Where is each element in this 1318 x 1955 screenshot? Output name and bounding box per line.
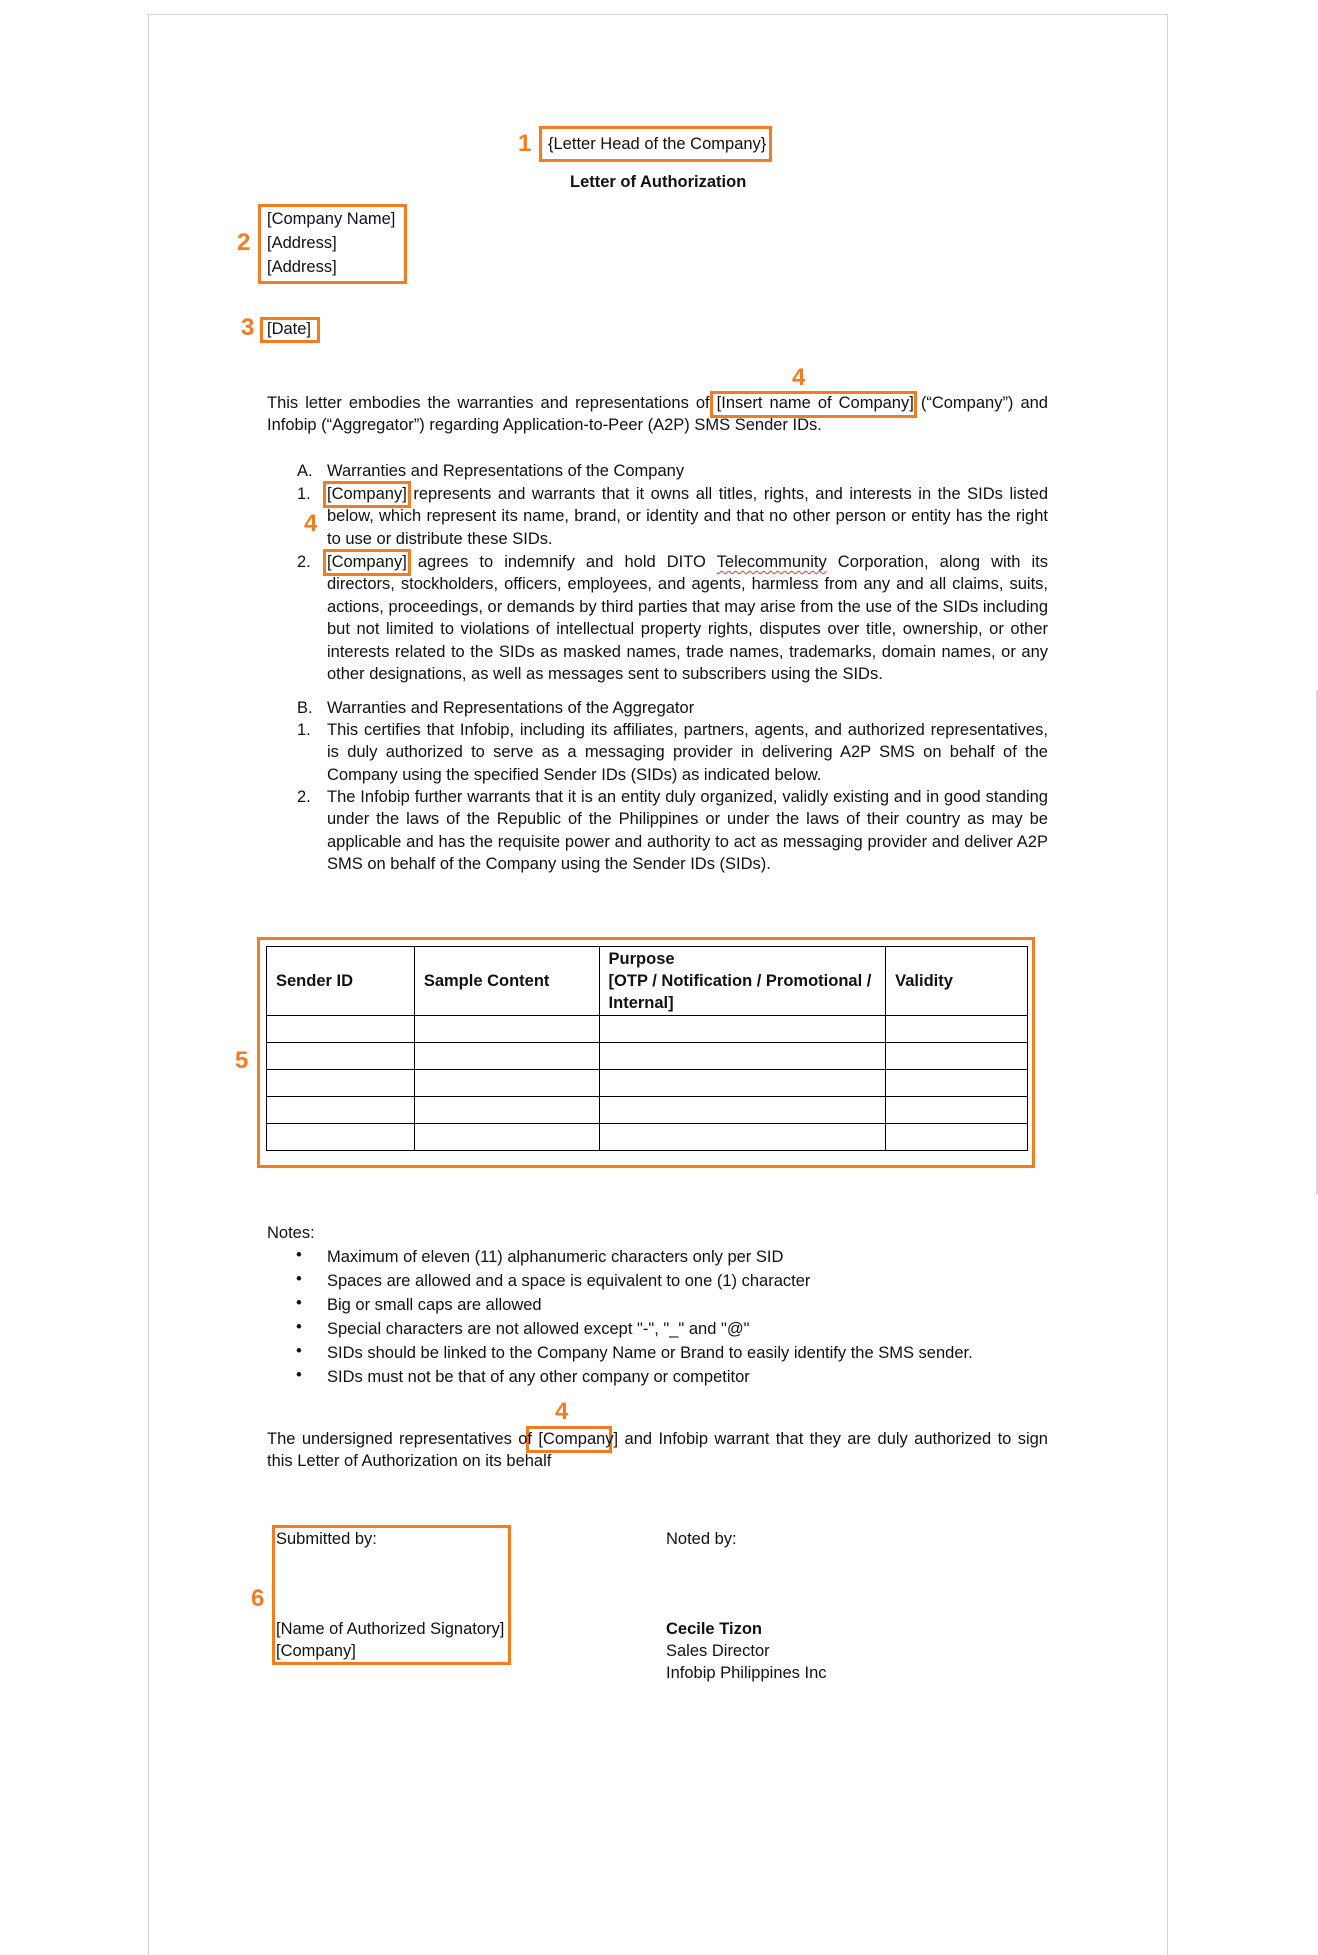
table-cell[interactable] (267, 1124, 415, 1151)
noted-by-company: Infobip Philippines Inc (666, 1664, 827, 1682)
table-cell[interactable] (267, 1043, 415, 1070)
header-sender-id: Sender ID (267, 947, 415, 1016)
bullet-icon: • (296, 1246, 302, 1264)
submitted-by-label: Submitted by: (276, 1530, 377, 1548)
bullet-icon: • (296, 1318, 302, 1336)
company-placeholder: [Company] (327, 485, 407, 503)
signatory-name-placeholder: [Name of Authorized Signatory] (276, 1620, 505, 1638)
table-cell[interactable] (599, 1097, 886, 1124)
section-b-marker: B. (297, 699, 313, 717)
noted-by-label: Noted by: (666, 1530, 737, 1548)
section-b-item-2-marker: 2. (297, 788, 311, 806)
table-cell[interactable] (886, 1097, 1028, 1124)
table-cell[interactable] (414, 1016, 599, 1043)
section-a-item-2-marker: 2. (297, 553, 311, 571)
sender-id-table (266, 946, 1028, 1151)
bullet-icon: • (296, 1342, 302, 1360)
company-placeholder: [Company] (327, 553, 407, 571)
annotation-number-3: 3 (241, 314, 255, 341)
spellcheck-word: Telecommunity (716, 553, 827, 571)
bullet-icon: • (296, 1294, 302, 1312)
closing-paragraph: The undersigned representatives of [Company] and Infobip warrant that they are duly authorized to sign this Letter of Authorization on its behalf (267, 1430, 1048, 1471)
list-item: Maximum of eleven (11) alphanumeric characters only per SID (327, 1248, 784, 1266)
annotation-number-4: 4 (555, 1398, 569, 1425)
table-cell[interactable] (414, 1070, 599, 1097)
table-cell[interactable] (267, 1070, 415, 1097)
table-cell[interactable] (414, 1097, 599, 1124)
section-b-item-1-marker: 1. (297, 721, 311, 739)
date-placeholder: [Date] (267, 320, 312, 338)
list-item: Spaces are allowed and a space is equivalent to one (1) character (327, 1272, 811, 1290)
table-cell[interactable] (267, 1016, 415, 1043)
table-row (267, 1016, 1028, 1043)
list-item: SIDs should be linked to the Company Name or Brand to easily identify the SMS sender. (327, 1344, 973, 1362)
table-row (267, 1124, 1028, 1151)
table-cell[interactable] (886, 1043, 1028, 1070)
section-b-heading: Warranties and Representations of the Aggregator (327, 699, 695, 717)
table-row (267, 1097, 1028, 1124)
insert-company-placeholder: [Insert name of Company] (716, 394, 914, 412)
section-a-item-1: [Company] represents and warrants that it owns all titles, rights, and interests in the SIDs listed below, which represent its name, brand, or identity and that no other person or entity has the right to use or distribute these SIDs. (327, 485, 1048, 548)
table-cell[interactable] (886, 1124, 1028, 1151)
list-item: SIDs must not be that of any other company or competitor (327, 1368, 750, 1386)
table-row (267, 1043, 1028, 1070)
table-header-row (267, 947, 1028, 1016)
header-validity: Validity (886, 947, 1028, 1016)
header-sample-content: Sample Content (414, 947, 599, 1016)
table-cell[interactable] (599, 1016, 886, 1043)
section-b-item-1: This certifies that Infobip, including its affiliates, partners, agents, and authorized representatives, is duly authorized to serve as a messaging provider in delivering A2P SMS on behalf of the Company using the specified Sender IDs (SIDs) as indicated below. (327, 721, 1048, 784)
table-cell[interactable] (886, 1016, 1028, 1043)
list-item: Big or small caps are allowed (327, 1296, 542, 1314)
signatory-company-placeholder: [Company] (276, 1642, 356, 1660)
section-a-item-2: [Company] agrees to indemnify and hold DITO Telecommunity Corporation, along with its directors, stockholders, officers, employees, and agents, harmless from any and all claims, suits, actions, proceedings, or demands by third parties that may arise from the use of the SIDs including but not limited to violations of intellectual property rights, disputes over title, ownership, or other interests related to the SIDs as masked names, trade names, trademarks, domain names, or any other designations, as well as messages sent to subscribers using the SIDs. (327, 553, 1048, 684)
table-cell[interactable] (886, 1070, 1028, 1097)
annotation-number-5: 5 (235, 1047, 249, 1074)
noted-by-title: Sales Director (666, 1642, 770, 1660)
company-name-placeholder: [Company Name] (267, 210, 396, 228)
annotation-number-1: 1 (518, 130, 532, 157)
table-cell[interactable] (414, 1043, 599, 1070)
bullet-icon: • (296, 1366, 302, 1384)
table-cell[interactable] (414, 1124, 599, 1151)
address-line-2: [Address] (267, 258, 337, 276)
table-cell[interactable] (599, 1043, 886, 1070)
section-a-item-1-marker: 1. (297, 485, 311, 503)
list-item: Special characters are not allowed except "-", "_" and "@" (327, 1320, 750, 1338)
header-purpose: Purpose [OTP / Notification / Promotional / Internal] (599, 947, 886, 1016)
table-cell[interactable] (267, 1097, 415, 1124)
notes-label: Notes: (267, 1224, 315, 1242)
letterhead-placeholder: {Letter Head of the Company} (548, 135, 767, 153)
section-b-item-2: The Infobip further warrants that it is an entity duly organized, validly existing and in good standing under the laws of the Republic of the Philippines or under the laws of their country as may be applicable and has the requisite power and authority to act as messaging provider and deliver A2P SMS on behalf of the Company using the Sender IDs (SIDs). (327, 788, 1048, 874)
section-a-heading: Warranties and Representations of the Company (327, 462, 685, 480)
bullet-icon: • (296, 1270, 302, 1288)
noted-by-name: Cecile Tizon (666, 1620, 762, 1638)
annotation-number-6: 6 (251, 1585, 265, 1612)
annotation-number-4: 4 (304, 510, 318, 537)
table-row (267, 1070, 1028, 1097)
intro-paragraph: This letter embodies the warranties and representations of [Insert name of Company] (“Company”) and Infobip (“Aggregator”) regarding Application-to-Peer (A2P) SMS Sender IDs. (267, 394, 1048, 435)
letter-title: Letter of Authorization (570, 173, 747, 191)
section-a-marker: A. (297, 462, 313, 480)
annotation-number-2: 2 (237, 229, 251, 256)
table-cell[interactable] (599, 1070, 886, 1097)
table-cell[interactable] (599, 1124, 886, 1151)
address-line-1: [Address] (267, 234, 337, 252)
company-placeholder: [Company] (538, 1430, 619, 1448)
annotation-number-4: 4 (792, 364, 806, 391)
